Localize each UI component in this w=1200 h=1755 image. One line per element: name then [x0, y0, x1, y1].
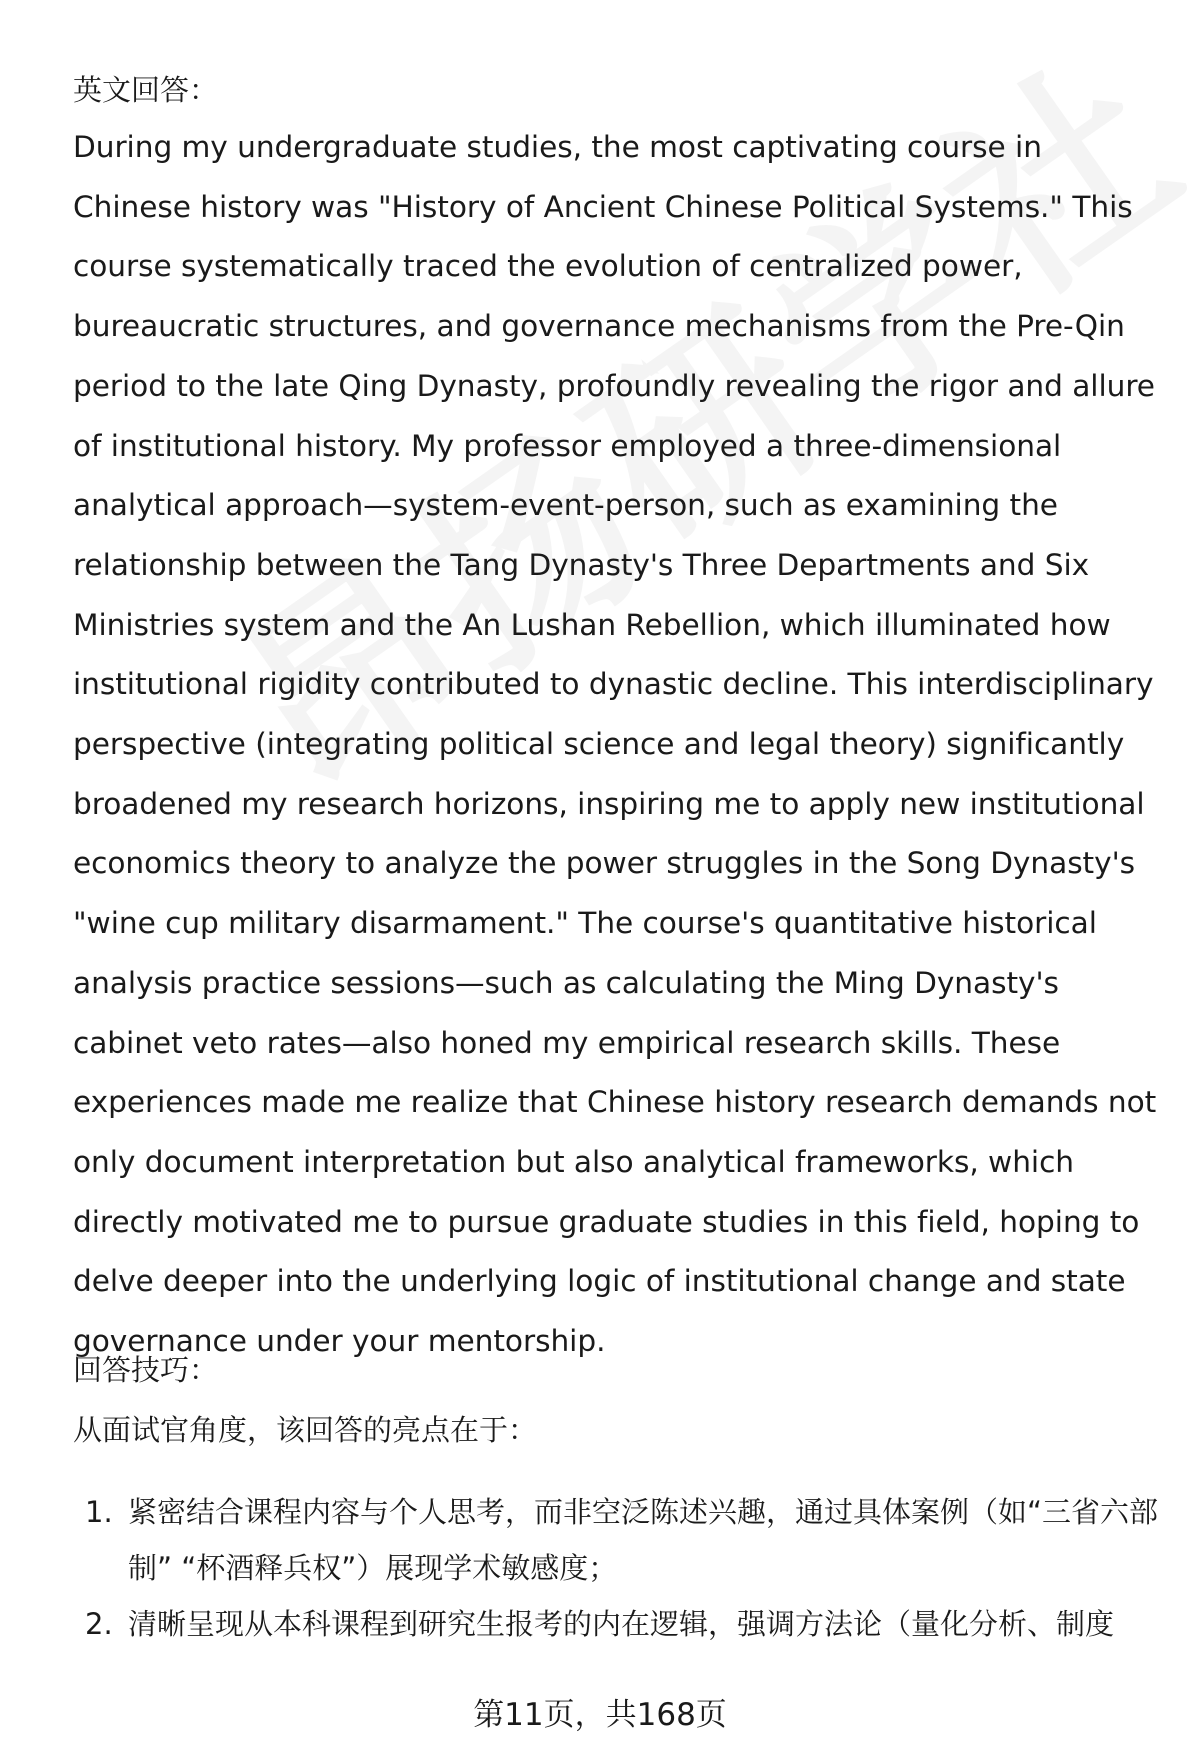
- list-item: [73, 1596, 1163, 1652]
- page-indicator: 第11页，共168页: [473, 1697, 727, 1733]
- answer-tips-intro: 从面试官角度，该回答的亮点在于：: [73, 1413, 538, 1447]
- answer-tips-list: [73, 1484, 1163, 1652]
- list-item-text: 清晰呈现从本科课程到研究生报考的内在逻辑，强调方法论（量化分析、制度: [128, 1607, 1115, 1641]
- answer-tips-heading: 回答技巧：: [73, 1353, 219, 1387]
- list-item: [73, 1484, 1163, 1596]
- list-item-number: 2.: [85, 1607, 113, 1641]
- english-answer-heading: 英文回答：: [73, 73, 219, 107]
- english-answer-paragraph: During my undergraduate studies, the most captivating course in Chinese history was "History of Ancient Chinese Political Systems." This course systematically traced the evolution of centralized power, bureaucratic structures, and governance mechanisms from the Pre-Qin period to the late Qing Dynasty, profoundly revealing the rigor and allure of institutional history. My professor employed a three-dimensional analytical approach—system-event-person, such as examining the relationship between the Tang Dynasty's Three Departments and Six Ministries system and the An Lushan Rebellion, which illuminated how institutional rigidity contributed to dynastic decline. This interdisciplinary perspective (integrating political science and legal theory) significantly broadened my research horizons, inspiring me to apply new institutional economics theory to analyze the power struggles in the Song Dynasty's "wine cup military disarmament." The course's quantitative historical analysis practice sessions—such as calculating the Ming Dynasty's cabinet veto rates—also honed my empirical research skills. These experiences made me realize that Chinese history research demands not only document interpretation but also analytical frameworks, which directly motivated me to pursue graduate studies in this field, hoping to delve deeper into the underlying logic of institutional change and state governance under your mentorship.: [73, 130, 1157, 1359]
- list-item-text: 紧密结合课程内容与个人思考，而非空泛陈述兴趣，通过具体案例（如“三省六部制” “杯酒释兵权”）展现学术敏感度；: [128, 1495, 1159, 1585]
- list-item-number: 1.: [85, 1495, 113, 1529]
